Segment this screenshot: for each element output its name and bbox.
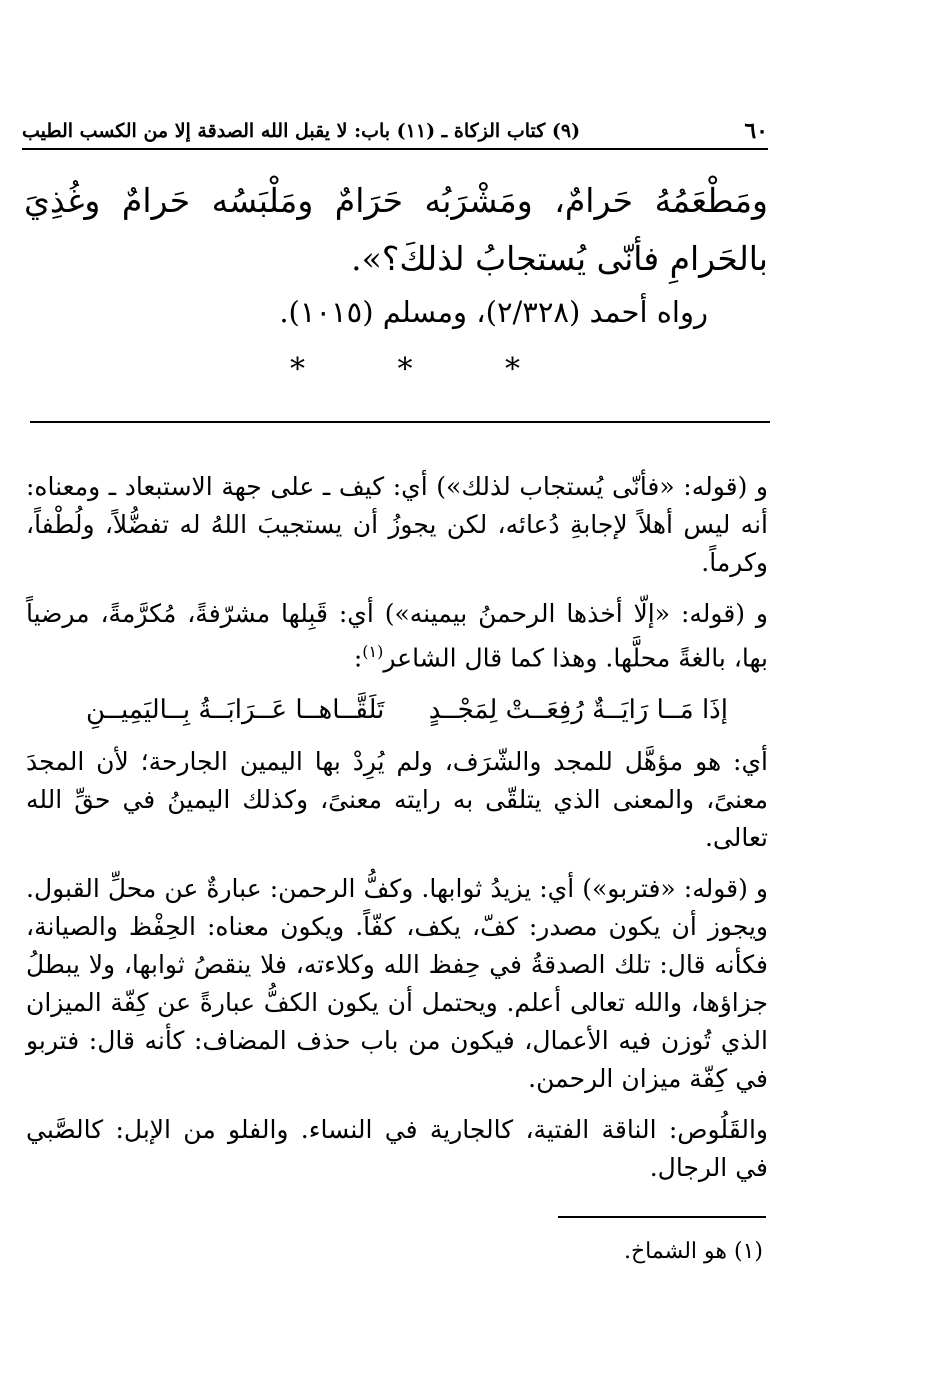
footnote: (١) هو الشماخ.	[623, 1239, 763, 1264]
footnote-reference: (١)	[362, 642, 384, 661]
section-divider	[30, 421, 770, 423]
star-separator: *	[290, 352, 305, 387]
commentary-text: و (قوله: «إلّا أخذها الرحمنُ بيمينه») أي: قَبِلها مشرّفةً، مُكرَّمةً، مرضياً بها، بالغةً محلَّها. وهذا كما قال الشاعر	[26, 599, 768, 673]
commentary-paragraph: والقَلُوص: الناقة الفتية، كالجارية في النساء. والفلو من الإبل: كالصَّبي في الرجال.	[26, 1115, 768, 1183]
commentary-paragraph: و (قوله: «فتربو») أي: يزيدُ ثوابها. وكفُّ الرحمن: عبارةٌ عن محلِّ القبول. ويجوز أن يكون مصدر: كفّ، يكف، كفّاً. ويكون معناه: الحِفْظ والصيانة، فكأنه قال: تلك الصدقةُ في حِفظ الله وكلاءته، فلا ينقصُ ثوابها، ولا يبطلُ جزاؤها، والله تعالى أعلم. ويحتمل أن يكون الكفُّ عبارةً عن كِفّة الميزان الذي تُوزن فيه الأعمال، فيكون من باب حذف المضاف: كأنه قال: فتربو في كِفّة ميزان الرحمن.	[26, 874, 768, 1094]
commentary-paragraph: و (قوله: «فأنّى يُستجاب لذلك») أي: كيف ـ على جهة الاستبعاد ـ ومعناه: أنه ليس أهلاً لإجابةِ دُعائه، لكن يجوزُ أن يستجيبَ اللهُ له تفضُّلاً، ولُطْفاً، وكرماً.	[26, 472, 768, 577]
poem-hemistich-first: إذَا مَــا رَايَــةٌ رُفِعَــتْ لِمَجْــدٍ	[428, 695, 728, 726]
commentary	[26, 468, 768, 1200]
commentary-paragraph: أي: هو مؤهَّل للمجد والشّرَف، ولم يُرِدْ بها اليمين الجارحة؛ لأن المجدَ معنىً، والمعنى الذي يتلقّى به رايته معنىً، وكذلك اليمينُ في حقِّ الله تعالى.	[26, 747, 768, 853]
running-title: (٩) كتاب الزكاة ـ (١١) باب: لا يقبل الله الصدقة إلا من الكسب الطيب	[22, 120, 581, 142]
page-header	[22, 118, 768, 150]
star-separator: *	[505, 352, 520, 387]
commentary-punctuation: :	[353, 643, 363, 673]
commentary-paragraph	[26, 595, 768, 677]
hadith-text: ومَطْعَمُهُ حَرامٌ، ومَشْرَبُه حَرَامٌ ومَلْبَسُه حَرامٌ وغُذِيَ بالحَرامِ فأنّى يُستجابُ لذلكَ؟».	[24, 181, 768, 278]
separator-stars	[290, 352, 520, 387]
narration-reference: رواه أحمد (٢/٣٢٨)، ومسلم (١٠١٥).	[279, 295, 708, 329]
star-separator: *	[397, 352, 413, 387]
footnote-rule	[558, 1216, 766, 1218]
page-number: ٦٠	[744, 118, 768, 144]
poem-verse	[26, 691, 768, 729]
poem-hemistich-second: تَلَقَّــاهــا عَــرَابَــةُ بِــاليَمِيــنِ	[86, 695, 385, 726]
